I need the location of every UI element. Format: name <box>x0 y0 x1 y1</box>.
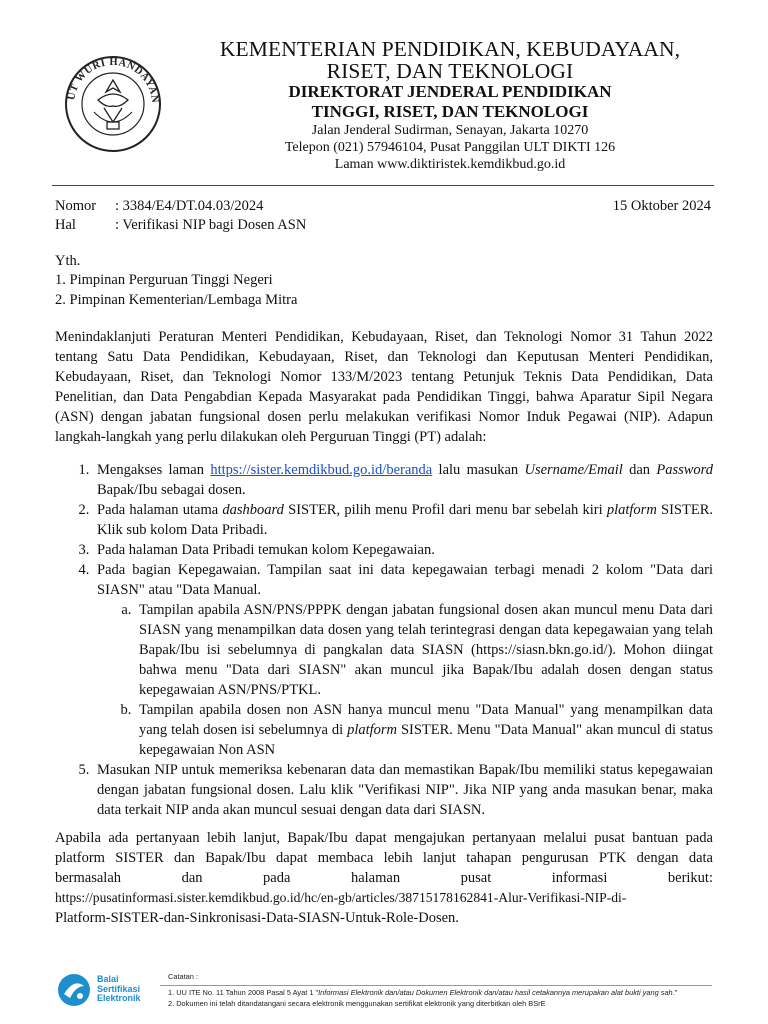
greeting: Yth. <box>55 253 81 269</box>
footer-note-1: 1. UU ITE No. 11 Tahun 2008 Pasal 5 Ayat 1 "Informasi Elektronik dan/atau Dokumen Elektronik dan/atau hasil cetakannya merupakan alat bukti yang sah." <box>168 988 678 997</box>
step-5: 5. Masukan NIP untuk memeriksa kebenaran data dan memastikan Bapak/Ibu memiliki status kepegawaian dengan jabatan fungsional dosen. Lalu klik "Verifikasi NIP". Jika NIP yang anda masukan benar, maka data terkait NIP anda akan muncul sesuai dengan data dari SIASN. <box>93 760 713 820</box>
nomor-value: : 3384/E4/DT.04.03/2024 <box>115 198 264 214</box>
ministry-name-line2: RISET, DAN TEKNOLOGI <box>326 59 574 83</box>
website: Laman www.diktiristek.kemdikbud.go.id <box>334 157 566 172</box>
steps-list <box>55 460 713 820</box>
directorate-name-line1: DIREKTORAT JENDERAL PENDIDIKAN <box>288 82 612 101</box>
letter-date: 15 Oktober 2024 <box>612 198 711 214</box>
sister-link[interactable]: https://sister.kemdikbud.go.id/beranda <box>210 462 433 478</box>
footer-divider <box>160 985 712 986</box>
step-4a: a. Tampilan apabila ASN/PNS/PPPK dengan jabatan fungsional dosen akan muncul menu Data dari SIASN yang menampilkan data dosen yang telah terintegrasi dengan data kepegawaian yang telah Bapak/Ibu isi sebelumnya di pangkalan data SIASN (https://siasn.bkn.go.id/). Mohon diingat bahwa menu "Data dari SIASN" akan muncul jika Bapak/Ibu adalah dosen dengan status kepegawaian ASN/PNS/PTKL. <box>135 600 713 700</box>
closing-line-3: bermasalah dan pada halaman pusat informasi berikut: <box>55 870 713 886</box>
step-2: 2. Pada halaman utama dashboard SISTER, pilih menu Profil dari menu bar sebelah kiri platform SISTER. Klik sub kolom Data Pribadi. <box>93 500 713 540</box>
bsre-logo-icon <box>56 972 92 1008</box>
address: Jalan Jenderal Sudirman, Senayan, Jakarta 10270 <box>311 123 589 138</box>
step-1: 1. Mengakses laman https://sister.kemdikbud.go.id/beranda lalu masukan Username/Email dan Password Bapak/Ibu sebagai dosen. <box>93 460 713 500</box>
hal-label: Hal <box>55 217 76 233</box>
step-3: 3. Pada halaman Data Pribadi temukan kolom Kepegawaian. <box>93 540 713 560</box>
closing-line-4: https://pusatinformasi.sister.kemdikbud.go.id/hc/en-gb/articles/38715178162841-Alur-Verifikasi-NIP-di- <box>55 890 627 905</box>
step-4: 4. Pada bagian Kepegawaian. Tampilan saat ini data kepegawaian terbagi menadi 2 kolom "Data dari SIASN" atau "Data Manual. a. Tampilan apabila ASN/PNS/PPPK dengan jabatan fungsional dosen akan muncul menu Data dari SIASN yang menampilkan data dosen yang telah terintegrasi dengan data kepegawaian yang telah Bapak/Ibu isi sebelumnya di pangkalan data SIASN (https://siasn.bkn.go.id/). Mohon diingat bahwa menu "Data dari SIASN" akan muncul jika Bapak/Ibu adalah dosen dengan status kepegawaian ASN/PNS/PTKL. b. Tampilan apabila dosen non ASN hanya muncul menu "Data Manual" yang menampilkan data yang telah dosen isi sebelumnya di platform SISTER. Menu "Data Manual" akan muncul di status kepegawaian Non ASN <box>93 560 713 760</box>
hal-value: : Verifikasi NIP bagi Dosen ASN <box>115 217 307 233</box>
header-divider <box>52 185 714 186</box>
svg-text:TUT WURI HANDAYANI: UT WURI HANDAYAN <box>66 56 161 104</box>
directorate-name-line2: TINGGI, RISET, DAN TEKNOLOGI <box>311 102 589 121</box>
closing-paragraph <box>55 828 713 928</box>
nomor-row <box>55 196 715 216</box>
intro-paragraph: Menindaklanjuti Peraturan Menteri Pendidikan, Kebudayaan, Riset, dan Teknologi Nomor 31 Tahun 2022 tentang Satu Data Pendidikan, Kebudayaan, Riset, dan Teknologi dan Keputusan Menteri Pendidikan, Kebudayaan, Riset, dan Teknologi Nomor 133/M/2023 tentang Petunjuk Teknis Data Pendidikan, Data Penelitian, dan Data Pengabdian Kepada Masyarakat pada Pendidikan Tinggi, bahwa Aparatur Sipil Negara (ASN) dengan jabatan fungsional dosen perlu melakukan verifikasi Nomor Induk Pegawai (NIP). Adapun langkah-langkah yang perlu dilakukan oleh Perguruan Tinggi (PT) adalah: <box>55 329 713 445</box>
footer-catatan-label: Catatan : <box>168 972 198 981</box>
nomor-label: Nomor <box>55 198 97 214</box>
recipient-1: 1. Pimpinan Perguruan Tinggi Negeri <box>55 272 273 288</box>
closing-line-5: Platform-SISTER-dan-Sinkronisasi-Data-SIASN-Untuk-Role-Dosen. <box>55 910 459 926</box>
recipient-2: 2. Pimpinan Kementerian/Lembaga Mitra <box>55 292 298 308</box>
hal-row <box>55 215 306 235</box>
step-4b: b. Tampilan apabila dosen non ASN hanya muncul menu "Data Manual" yang menampilkan data yang telah dosen isi sebelumnya di platform SISTER. Menu "Data Manual" akan muncul di status kepegawaian Non ASN <box>135 700 713 760</box>
ministry-name-line1: KEMENTERIAN PENDIDIKAN, KEBUDAYAAN, <box>219 37 681 61</box>
phone: Telepon (021) 57946104, Pusat Panggilan ULT DIKTI 126 <box>284 140 616 155</box>
tut-wuri-handayani-logo <box>60 48 166 154</box>
bsre-name: Balai Sertifikasi Elektronik <box>97 974 141 1003</box>
footer-note-2: 2. Dokumen ini telah ditandatangani secara elektronik menggunakan sertifikat elektronik yang diterbitkan oleh BSrE <box>168 999 546 1008</box>
closing-line-2: platform SISTER dan Bapak/Ibu dapat membaca lebih lanjut tahapan pengurusan PTK dengan data <box>55 850 713 866</box>
closing-line-1: Apabila ada pertanyaan lebih lanjut, Bapak/Ibu dapat mengajukan pertanyaan melalui pusat bantuan pada <box>55 830 713 846</box>
